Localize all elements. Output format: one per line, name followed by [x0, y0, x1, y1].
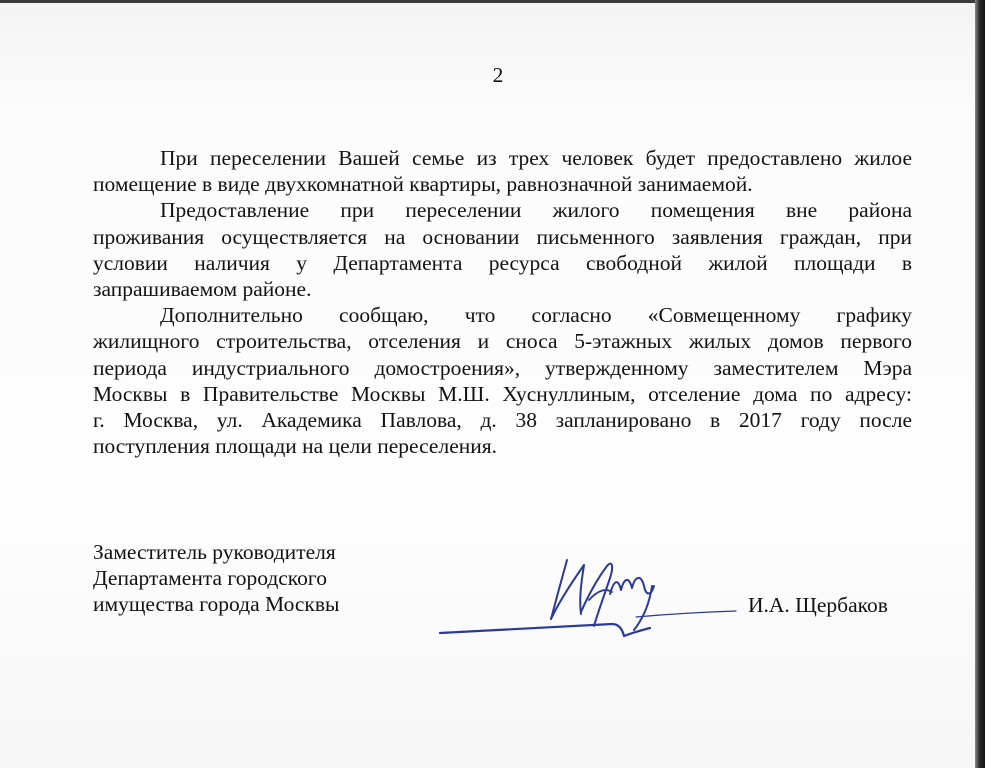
letter-body: [93, 145, 912, 459]
paragraph-2-line-3: условии наличия у Департамента ресурса свободной жилой площади в: [93, 250, 912, 275]
paragraph-1-line-2: помещение в виде двухкомнатной квартиры, равнозначной занимаемой.: [93, 172, 753, 197]
paragraph-1-line-1: При переселении Вашей семье из трех человек будет предоставлено жилое: [160, 146, 912, 170]
paragraph-3-line-1: Дополнительно сообщаю, что согласно «Совмещенному графику: [160, 303, 912, 328]
signatory-title-line-2: Департамента городского: [93, 566, 327, 590]
paragraph-3-line-4: Москвы в Правительстве Москвы М.Ш. Хуснуллиным, отселение дома по адресу:: [93, 381, 912, 406]
paragraph-2-line-2: проживания осуществляется на основании письменного заявления граждан, при: [93, 224, 912, 249]
paragraph-2-line-1: Предоставление при переселении жилого помещения вне района: [160, 198, 912, 223]
paragraph-3-line-5: г. Москва, ул. Академика Павлова, д. 38 запланировано в 2017 году после: [93, 407, 912, 432]
signatory-title-line-1: Заместитель руководителя: [93, 540, 336, 564]
paragraph-2-line-4: запрашиваемом районе.: [93, 276, 312, 301]
paragraph-3-line-2: жилищного строительства, отселения и сноса 5-этажных жилых домов первого: [93, 329, 912, 354]
signatory-title-line-3: имущества города Москвы: [93, 592, 340, 616]
paragraph-3-line-3: периода индустриального домостроения», утвержденному заместителем Мэра: [93, 355, 912, 380]
signatory-title: [93, 539, 413, 617]
page-right-edge: [975, 0, 985, 768]
page-number: 2: [492, 63, 504, 87]
paragraph-3-line-6: поступления площади на цели переселения.: [93, 434, 498, 459]
page-top-edge: [0, 0, 985, 3]
signatory-name: И.А. Щербаков: [748, 593, 888, 617]
